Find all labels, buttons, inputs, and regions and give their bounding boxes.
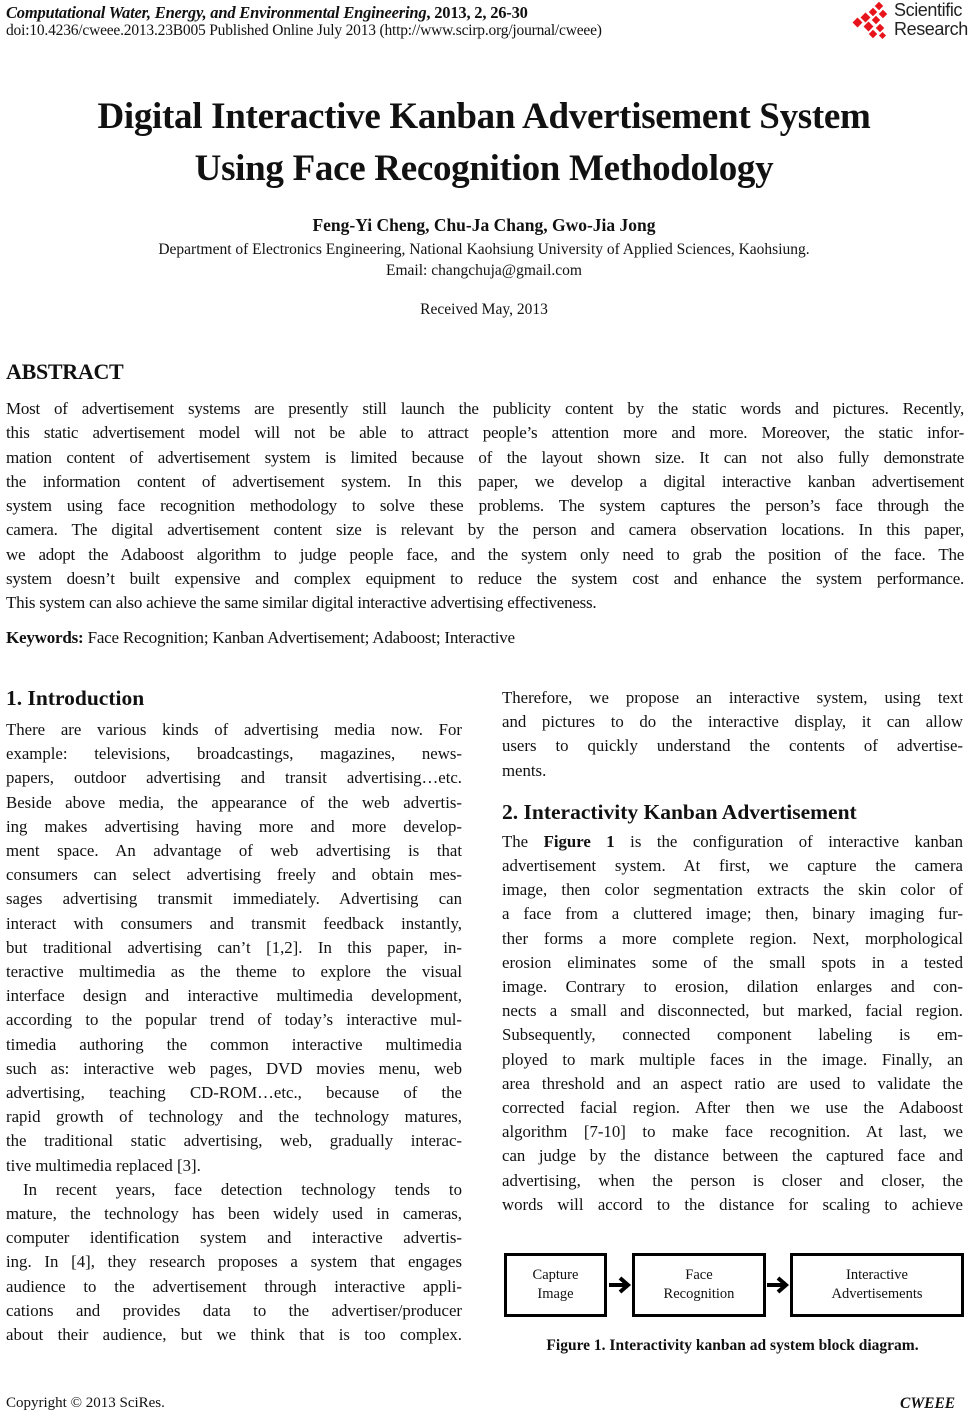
journal-name: Computational Water, Energy, and Environmental Engineering (6, 3, 427, 22)
block-capture-image: Capture Image (504, 1253, 607, 1317)
abstract-body (6, 397, 964, 616)
abstract-line: we adopt the Adaboost algorithm to judge people face, and the system only need to grab the position of the face. The (6, 544, 964, 564)
figure-1-block-diagram (504, 1253, 964, 1323)
block-face-recognition: Face Recognition (632, 1253, 766, 1317)
right-arrow-icon (609, 1275, 633, 1295)
authors: Feng-Yi Cheng, Chu-Ja Chang, Gwo-Jia Jong (312, 215, 656, 235)
affiliation-block (0, 239, 968, 281)
abstract-line: this static advertisement model will not be able to attract people’s attention more and more. Moreover, the static infor- (6, 423, 964, 443)
section-heading-introduction: 1. Introduction (6, 686, 145, 710)
intro-paragraph-2: In recent years, face detection technology tends to mature, the technology has been widely used in cameras, computer identification system and interactive advertis- ing. In [4], they research proposes a system that engages audience to the advertisement through interactive appli- cations and provides data to the advertiser/producer about their audience, but we think that is too complex. (6, 1179, 462, 1345)
paper-title: Digital Interactive Kanban Advertisement System Using Face Recognition Methodology (97, 96, 871, 189)
figure-reference: Figure 1 (543, 831, 615, 851)
abstract-line: Most of advertisement systems are presently still launch the publicity content by the static words and pictures. Recently, (6, 399, 964, 418)
abstract-line: system doesn’t built expensive and complex equipment to reduce the system cost and enhance the system performance. (6, 569, 964, 589)
intro-paragraph-3: Therefore, we propose an interactive system, using text and pictures to do the interactive display, it can allow users to quickly understand the contents of advertise- ments. (502, 688, 963, 780)
doi-line: doi:10.4236/cweee.2013.23B005 Published Online July 2013 (http://www.scirp.org/journal/cweee) (6, 22, 602, 39)
abstract-line: the information content of advertisement system. In this paper, we develop a digital interactive kanban advertisement (6, 471, 964, 491)
keywords (6, 628, 515, 648)
journal-header (6, 3, 528, 23)
abstract-line: This system can also achieve the same similar digital interactive advertising effectiveness. (6, 593, 597, 613)
abstract-line: mation content of advertisement system is limited because of the layout shown size. It can not also fully demonstrate (6, 447, 964, 467)
red-diamond-cluster-icon (850, 1, 892, 43)
publisher-logo (850, 1, 968, 43)
section2-paragraph: The Figure 1 is the configuration of interactive kanban advertisement system. At first, we capture the camera image, then color segmentation extracts the skin color of a face from a cluttered image; then, binary imaging fur- ther forms a more complete region. Next, morphological erosion eliminates some of the small spots in a tested image. Contrary to erosion, dilation enlarges and con- nects a small and disconnected, but marked, facial region. Subsequently, connected component labeling is em- ployed to mark multiple faces in the image. Finally, an area threshold and an aspect ratio are used to validate the corrected facial region. After then we use the Adaboost algorithm [7-10] to make face recognition. At last, we can judge by the distance between the captured face and advertising, when the person is closer and closer, the words will accord to the distance for scaling to achieve (502, 831, 963, 1214)
section-heading-kanban: 2. Interactivity Kanban Advertisement (502, 799, 857, 824)
abstract-heading: ABSTRACT (6, 359, 124, 384)
abstract-line: system using face recognition methodology to solve these problems. The system captures the person’s face through the (6, 496, 964, 516)
email: Email: changchuja@gmail.com (386, 262, 582, 279)
block-interactive-advertisements: Interactive Advertisements (790, 1253, 964, 1317)
left-column (6, 684, 462, 1347)
journal-citation: , 2013, 2, 26-30 (426, 3, 528, 22)
abstract-line: camera. The digital advertisement content size is relevant by the person and camera observation locations. In this paper, (6, 520, 964, 540)
received-date: Received May, 2013 (420, 301, 548, 318)
publisher-logo-text: Scientific Research (894, 0, 968, 39)
keywords-label: Keywords: (6, 628, 84, 647)
affiliation: Department of Electronics Engineering, National Kaohsiung University of Applied Sciences, Kaohsiung. (158, 241, 810, 258)
journal-abbrev: CWEEE (900, 1395, 956, 1412)
figure-caption: Figure 1. Interactivity kanban ad system block diagram. (546, 1337, 919, 1354)
keywords-list: Face Recognition; Kanban Advertisement; Adaboost; Interactive (83, 628, 515, 647)
right-column (502, 686, 963, 1217)
right-arrow-icon (767, 1275, 791, 1295)
copyright: Copyright © 2013 SciRes. (6, 1395, 165, 1411)
intro-paragraph-1: There are various kinds of advertising media now. For example: televisions, broadcastings, magazines, news- papers, outdoor advertising and transit advertising…etc. Beside above media, the appearance of the web advertis- ing makes advertising having more and more develop- ment space. An advantage of web advertising is that consumers can select advertising freely and obtain mes- sages advertising transmit immediately. Advertising can interact with consumers and transmit feedback instantly, but traditional advertising can’t [1,2]. In this paper, in- teractive multimedia as the theme to explore the visual interface design and interactive multimedia development, according to the popular trend of today’s interactive mul- timedia authoring the common interactive multimedia such as: interactive web pages, DVD movies menu, web advertising, teaching CD-ROM…etc., because of the rapid growth of technology and the technology matures, the traditional static advertising, web, gradually interac- tive multimedia replaced [3]. (6, 720, 462, 1175)
